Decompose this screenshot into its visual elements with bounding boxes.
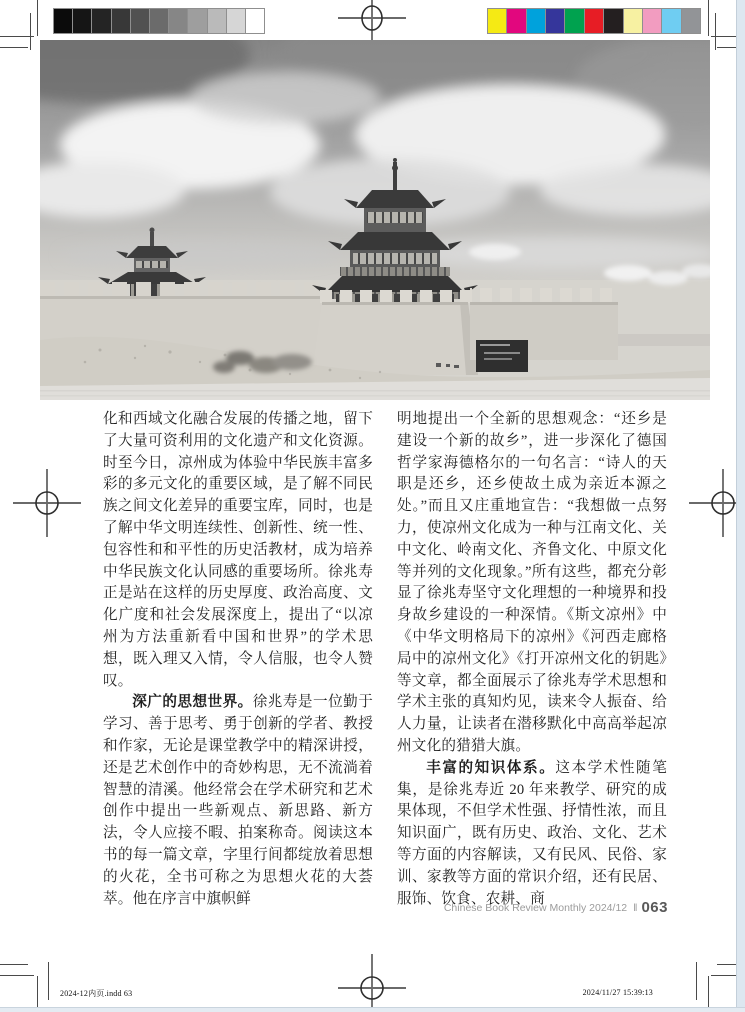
paragraph-text: 徐兆寿是一位勤于学习、善于思考、勇于创新的学者、教授和作家，无论是课堂教学中的精深讲授，还是艺术创作中的奇妙构思，无不流淌着智慧的清溪。他经常会在学术研究和艺术创作中提出一些新观点、新思路、新方法，令人应接不暇、拍案称奇。阅读这本书的每一篇文章，字里行间都绽放着思想的火花，全书可称之为思想火花的大荟萃。他在序言中旗帜鲜 xyxy=(103,694,373,907)
section-heading: 深广的思想世界。 xyxy=(132,694,253,711)
imprint-filename: 2024-12内页.indd 63 xyxy=(60,989,133,998)
calibration-swatch xyxy=(188,9,207,33)
crop-mark xyxy=(708,0,709,36)
calibration-swatch xyxy=(643,9,662,33)
calibration-swatch xyxy=(565,9,584,33)
calibration-swatch xyxy=(624,9,643,33)
calibration-swatch xyxy=(227,9,246,33)
paragraph xyxy=(103,692,373,910)
section-heading: 丰富的知识体系。 xyxy=(426,759,556,776)
calibration-swatch xyxy=(527,9,546,33)
calibration-swatch xyxy=(585,9,604,33)
crop-mark xyxy=(30,13,31,50)
grayscale-calibration-bar xyxy=(53,8,265,34)
crop-mark xyxy=(0,36,34,37)
calibration-swatch xyxy=(604,9,623,33)
registration-mark-icon xyxy=(338,954,406,1012)
calibration-swatch xyxy=(246,9,264,33)
article-column-left xyxy=(103,409,373,910)
paragraph-text: 化和西域文化融合发展的传播之地，留下了大量可资利用的文化遗产和文化资源。时至今日，凉州成为体验中华民族丰富多彩的多元文化的重要区域，是了解不同民族之间文化差异的重要宝库，同时，也是了解中华文明连续性、创新性、统一性、包容性和和平性的历史活教材，成为培养中华民族文化认同感的重要场所。徐兆寿正是站在这样的历史厚度、政治高度、文化广度和社会发展深度上，提出了“以凉州为方法重新看中国和世界”的学术思想，既入理又入情，令人信服，也令人赞叹。 xyxy=(103,411,373,689)
running-footer xyxy=(444,899,668,916)
registration-mark-icon xyxy=(13,469,81,537)
imprint-datetime: 2024/11/27 15:39:13 xyxy=(582,988,653,997)
calibration-swatch xyxy=(662,9,681,33)
paragraph-text: 明地提出一个全新的思想观念：“还乡是建设一个新的故乡”，进一步深化了德国哲学家海德格尔的一句名言：“诗人的天职是还乡，还乡使故土成为亲近本源之处。”而且又庄重地宣告：“我想做一点努力，使凉州文化成为一种与江南文化、关中文化、岭南文化、齐鲁文化、中原文化等并列的文化现象。”所有这些，都充分彰显了徐兆寿坚守文化理想的一种境界和投身故乡建设的一种深情。《斯文凉州》中《中华文明格局下的凉州》《河西走廊格局中的凉州文化》《打开凉州文化的钥匙》等文章，都全面展示了徐兆寿学术思想和学术主张的真知灼见，读来令人振奋、给人力量，让读者在潜移默化中高高举起凉州文化的猎猎大旗。 xyxy=(397,411,667,754)
sign-board xyxy=(476,340,528,372)
crop-mark xyxy=(696,962,697,1000)
page-number: 063 xyxy=(641,899,668,916)
color-calibration-bar xyxy=(487,8,701,34)
crop-mark xyxy=(0,47,28,48)
viewer-edge xyxy=(736,0,745,1012)
calibration-swatch xyxy=(488,9,507,33)
article-body xyxy=(103,409,667,910)
article-column-right xyxy=(397,409,667,910)
calibration-swatch xyxy=(507,9,526,33)
calibration-swatch xyxy=(112,9,131,33)
calibration-swatch xyxy=(169,9,188,33)
crop-mark xyxy=(37,0,38,36)
paragraph-text: 这本学术性随笔集，是徐兆寿近 20 年来教学、研究的成果体现，不但学术性强、抒情性浓，而且知识面广，既有历史、政治、文化、艺术等方面的内容解读，又有民风、民俗、家训、家教等方面的常识介绍，还有民居、服饰、饮食、农耕、商 xyxy=(397,759,667,907)
calibration-swatch xyxy=(73,9,92,33)
footer-separator: ‖ xyxy=(633,901,638,914)
calibration-swatch xyxy=(131,9,150,33)
calibration-swatch xyxy=(208,9,227,33)
calibration-swatch xyxy=(150,9,169,33)
crop-mark xyxy=(0,964,28,965)
crop-mark xyxy=(48,962,49,1000)
crop-mark xyxy=(715,13,716,50)
paragraph xyxy=(103,409,373,692)
calibration-swatch xyxy=(54,9,73,33)
viewer-edge xyxy=(0,1007,745,1012)
crop-mark xyxy=(0,975,34,976)
paragraph xyxy=(397,758,667,911)
journal-title: Chinese Book Review Monthly 2024/12 xyxy=(443,901,628,914)
calibration-swatch xyxy=(92,9,111,33)
fortress-photo xyxy=(40,40,710,400)
calibration-swatch xyxy=(546,9,565,33)
paragraph xyxy=(397,409,667,758)
calibration-swatch xyxy=(682,9,700,33)
